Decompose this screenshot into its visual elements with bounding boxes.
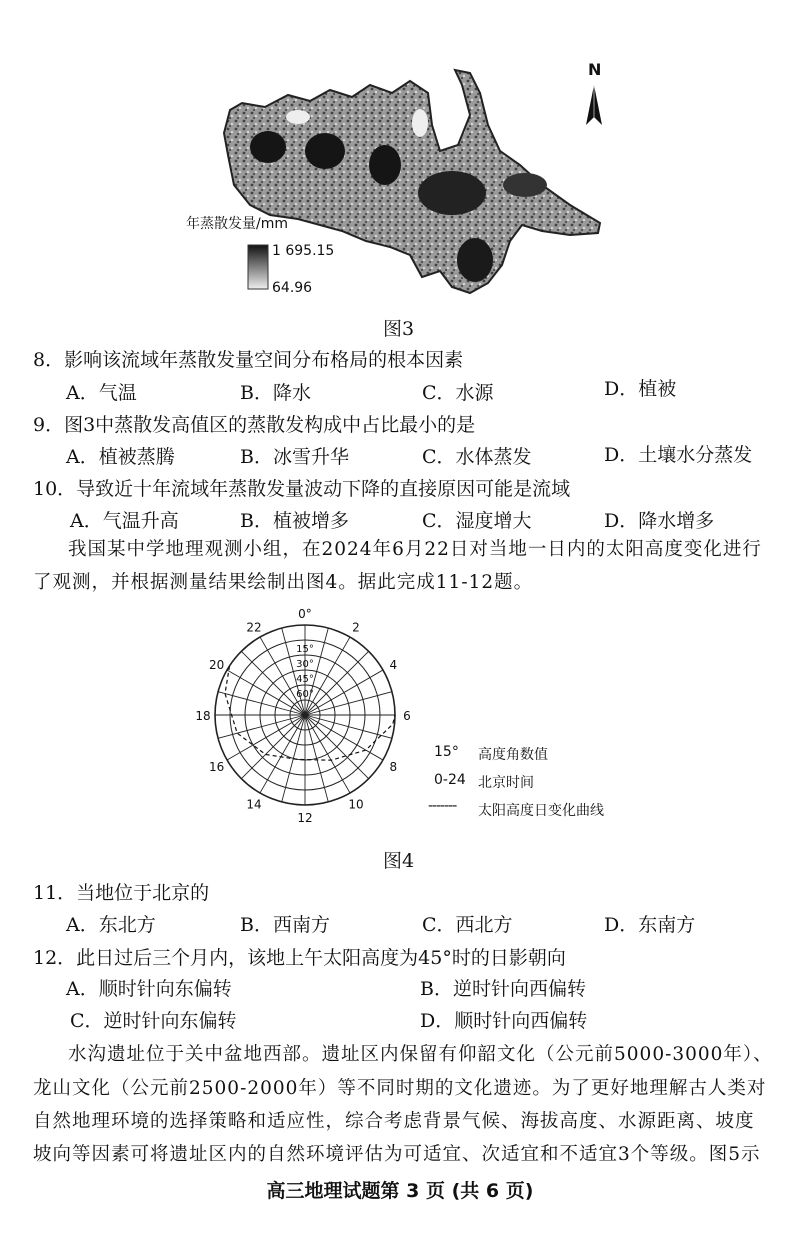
fig4-legend-desc-2: 北京时间	[478, 775, 534, 791]
question-10-option-d: D．降水增多	[604, 510, 715, 532]
fig4-legend-desc-1: 高度角数值	[478, 747, 548, 763]
question-8-option-d: D．植被	[604, 378, 677, 400]
intro-paragraph-2-line-1: 我国某中学地理观测小组，在2024年6月22日对当地一日内的太阳高度变化进行	[68, 539, 762, 560]
question-8-option-a: A．气温	[66, 382, 137, 404]
hour-label: 0°	[298, 607, 312, 621]
question-12-option-a: A．顺时针向东偏转	[66, 978, 232, 1000]
radial-line	[227, 715, 305, 760]
radial-line	[305, 715, 350, 793]
intro-paragraph-3-line-3: 自然地理环境的选择策略和适应性，综合考虑背景气候、海拔高度、水源距离、坡度	[33, 1111, 755, 1132]
fig4-legend-key-3: -------	[428, 798, 457, 814]
high-value-zone	[503, 173, 547, 197]
figure-3	[170, 55, 630, 295]
altitude-label: 15°	[296, 644, 314, 655]
question-11-stem: 11．当地位于北京的	[33, 882, 210, 904]
fig4-legend-desc-3: 太阳高度日变化曲线	[478, 803, 604, 819]
figure-4	[185, 605, 425, 845]
page-footer: 高三地理试题第 3 页 (共 6 页)	[266, 1180, 534, 1202]
high-value-zone	[457, 238, 493, 282]
radial-line	[305, 715, 383, 760]
question-8-option-b: B．降水	[240, 382, 311, 404]
hour-label: 4	[389, 658, 398, 672]
fig4-legend-key-2: 0-24	[434, 772, 466, 788]
altitude-label: 60°	[296, 689, 314, 700]
legend-min: 64.96	[272, 280, 313, 296]
low-value-zone	[412, 109, 428, 137]
question-8-stem: 8．影响该流域年蒸散发量空间分布格局的根本因素	[33, 349, 464, 371]
hour-label: 6	[403, 709, 411, 723]
question-9-option-c: C．水体蒸发	[422, 446, 532, 468]
question-10-option-b: B．植被增多	[240, 510, 349, 532]
hour-label: 20	[209, 658, 225, 672]
question-10-option-c: C．湿度增大	[422, 510, 532, 532]
intro-paragraph-2-line-2: 了观测，并根据测量结果绘制出图4。据此完成11-12题。	[33, 572, 534, 593]
hour-label: 16	[209, 760, 225, 774]
radial-line	[305, 715, 369, 779]
question-9-option-d: D．土壤水分蒸发	[604, 444, 753, 466]
hour-label: 8	[389, 760, 398, 774]
hour-label: 18	[195, 709, 211, 723]
radial-line	[260, 715, 305, 793]
question-8-option-c: C．水源	[422, 382, 494, 404]
radial-line	[227, 670, 305, 715]
figure-3-caption: 图3	[383, 318, 415, 340]
question-12-option-c: C．逆时针向东偏转	[70, 1010, 237, 1032]
radial-line	[241, 715, 305, 779]
altitude-label: 30°	[296, 659, 314, 670]
radial-line	[305, 670, 383, 715]
legend-max: 1 695.15	[272, 243, 335, 259]
intro-paragraph-3-line-1: 水沟遗址位于关中盆地西部。遗址区内保留有仰韶文化（公元前5000-3000年）、	[68, 1044, 773, 1065]
north-arrow-icon	[586, 85, 602, 125]
hour-label: 22	[246, 620, 262, 635]
legend-colorbar	[248, 245, 268, 289]
question-12-stem: 12．此日过后三个月内，该地上午太阳高度为45°时的日影朝向	[33, 947, 566, 969]
question-11-option-b: B．西南方	[240, 914, 330, 936]
legend-title: 年蒸散发量/mm	[186, 216, 288, 232]
high-value-zone	[250, 131, 286, 163]
question-10-stem: 10．导致近十年流域年蒸散发量波动下降的直接原因可能是流域	[33, 478, 571, 500]
high-value-zone	[305, 133, 345, 169]
high-value-zone	[418, 171, 486, 215]
sun-altitude-polar-chart	[185, 605, 425, 845]
hour-label: 2	[352, 620, 360, 635]
question-11-option-a: A．东北方	[66, 914, 156, 936]
low-value-zone	[286, 110, 310, 124]
intro-paragraph-3-line-2: 龙山文化（公元前2500-2000年）等不同时期的文化遗迹。为了更好地理解古人类对	[33, 1078, 767, 1099]
hour-label: 10	[348, 797, 364, 812]
question-12-option-d: D．顺时针向西偏转	[420, 1010, 588, 1032]
question-10-option-a: A．气温升高	[70, 510, 179, 532]
question-9-option-b: B．冰雪升华	[240, 446, 349, 468]
question-11-option-d: D．东南方	[604, 914, 696, 936]
high-value-zone	[369, 145, 401, 185]
hour-label: 14	[246, 797, 262, 812]
altitude-label: 45°	[296, 674, 314, 685]
north-label: N	[588, 60, 602, 79]
basin-map	[170, 55, 630, 295]
question-9-stem: 9．图3中蒸散发高值区的蒸散发构成中占比最小的是	[33, 414, 476, 436]
radial-line	[305, 651, 369, 715]
question-12-option-b: B．逆时针向西偏转	[420, 978, 586, 1000]
figure-4-caption: 图4	[383, 850, 415, 872]
hour-label: 12	[297, 811, 313, 825]
intro-paragraph-3-line-4: 坡向等因素可将遗址区内的自然环境评估为可适宜、次适宜和不适宜3个等级。图5示	[33, 1144, 761, 1165]
fig4-legend-key-1: 15°	[434, 744, 459, 760]
question-11-option-c: C．西北方	[422, 914, 513, 936]
question-9-option-a: A．植被蒸腾	[66, 446, 175, 468]
